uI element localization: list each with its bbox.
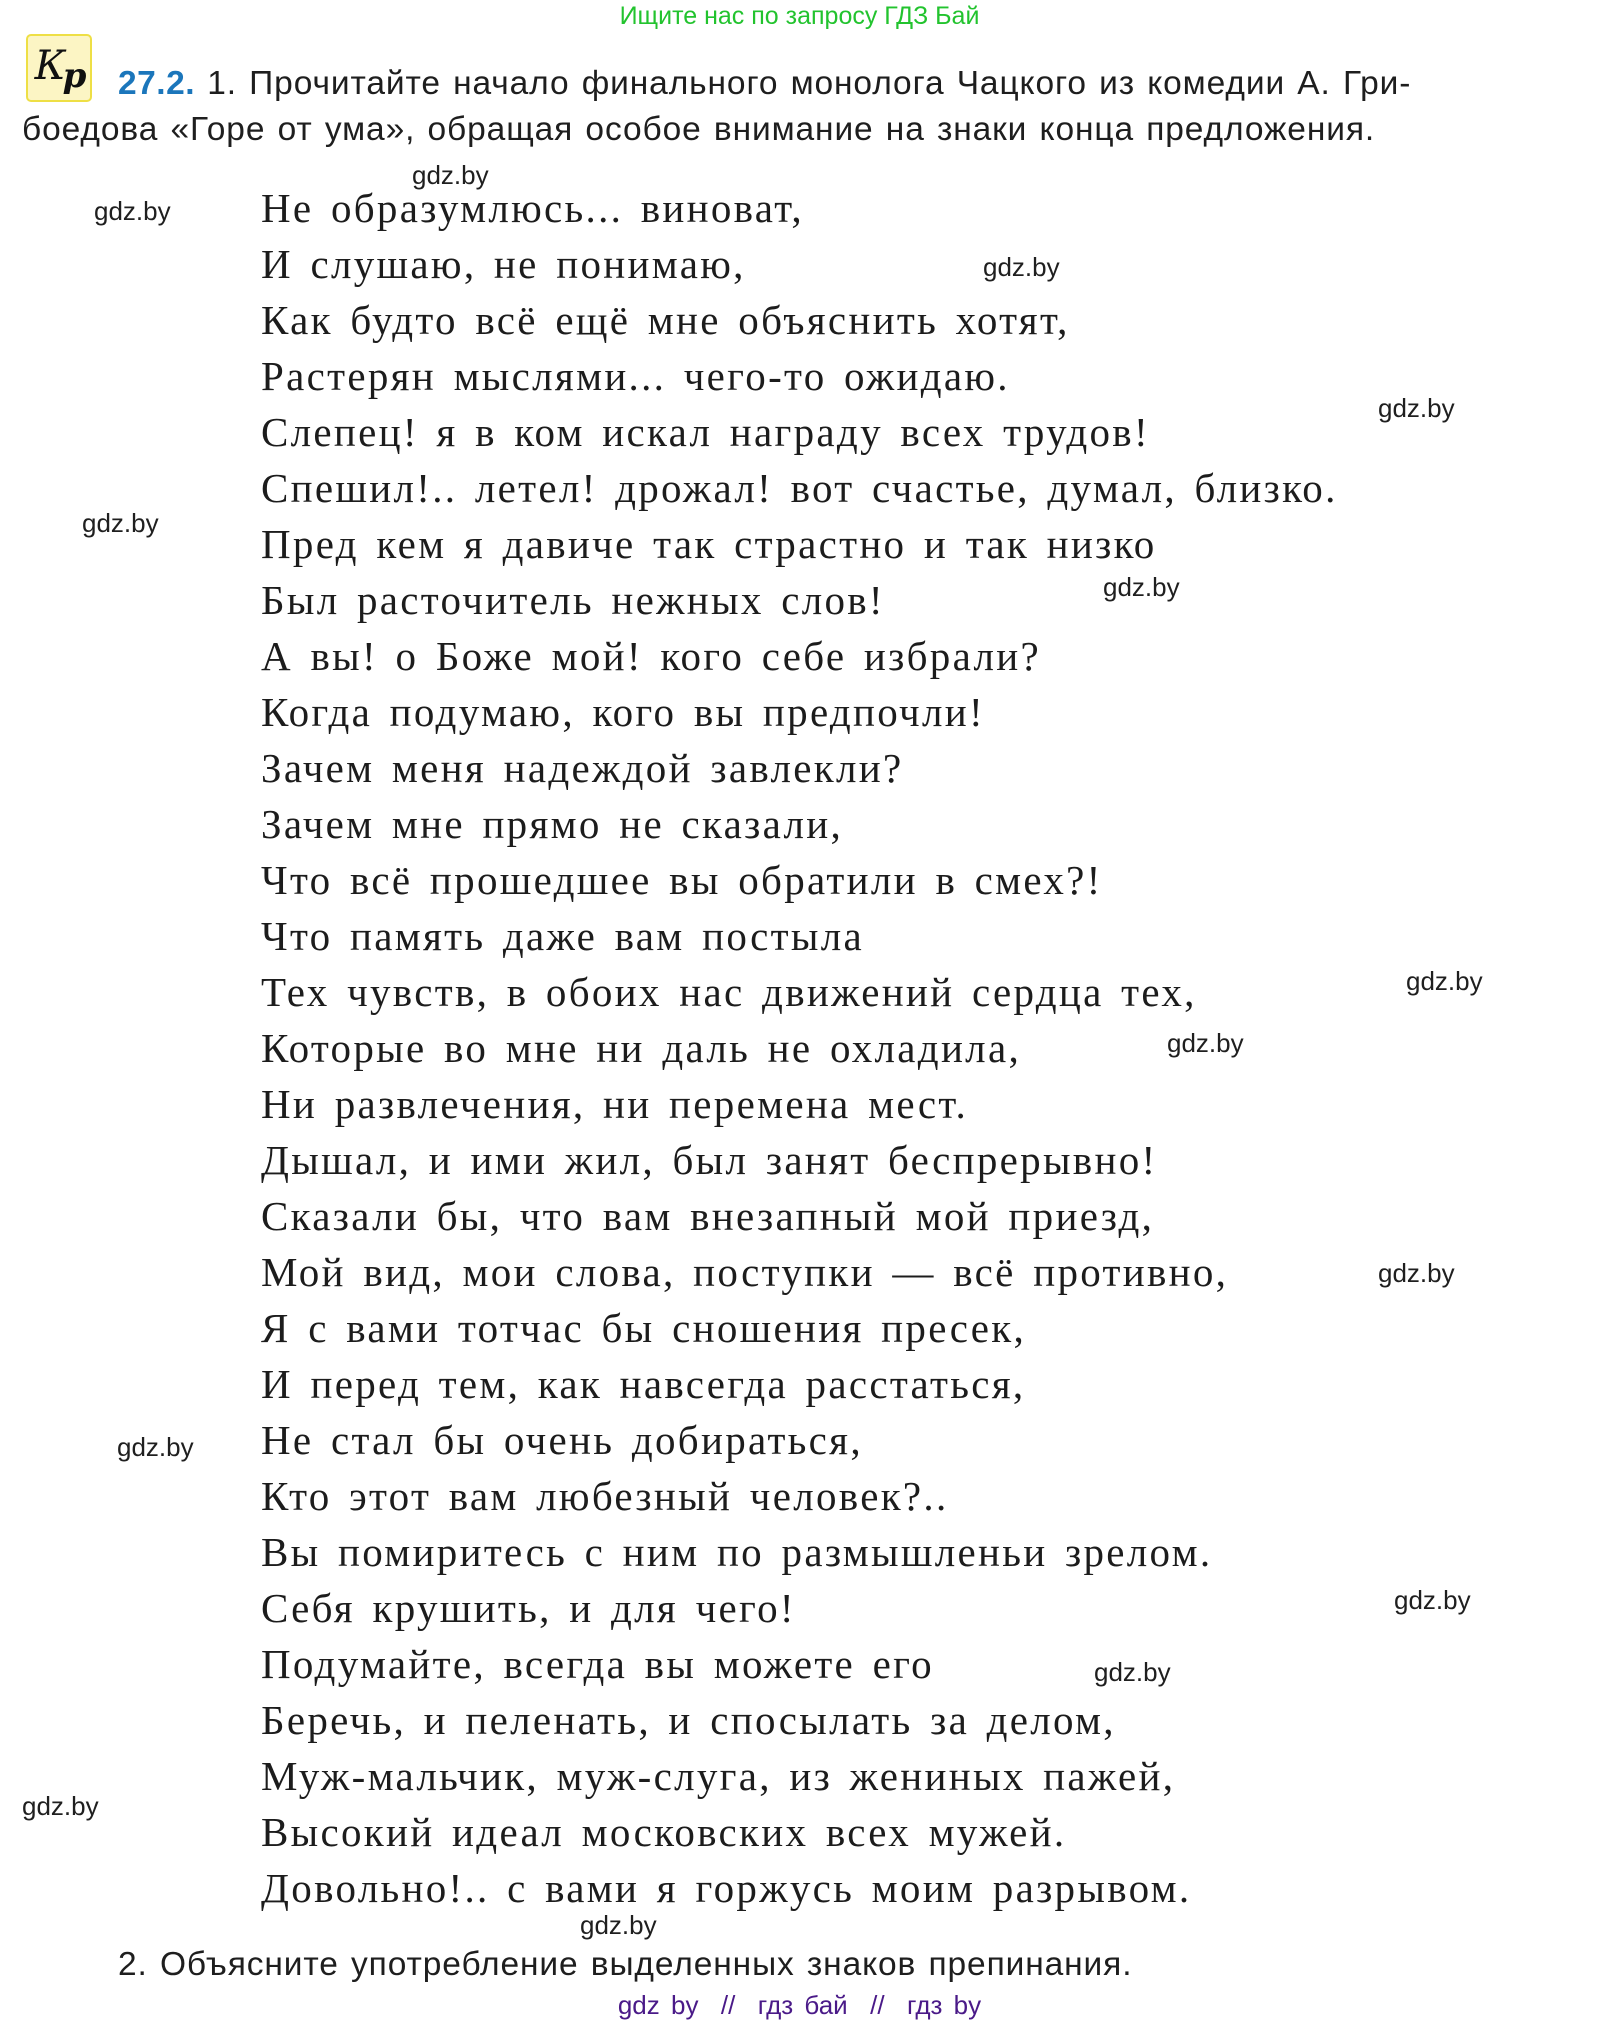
watermark: gdz.by [117, 1432, 194, 1462]
poem-line: Что память даже вам постыла [261, 913, 864, 959]
poem-line: Не стал бы очень добираться, [261, 1417, 863, 1463]
poem-line: Мой вид, мои слова, поступки — всё противно, [261, 1249, 1229, 1295]
poem-line: Беречь, и пеленать, и спосылать за делом, [261, 1697, 1116, 1743]
poem-line: Довольно!.. с вами я горжусь моим разрывом. [261, 1865, 1192, 1911]
poem-line: Тех чувств, в обоих нас движений сердца тех, [261, 969, 1197, 1015]
task-part2: 2. Объясните употребление выделенных знаков препинания. [118, 1946, 1133, 1983]
watermark: gdz.by [22, 1791, 99, 1821]
poem-line: Подумайте, всегда вы можете его [261, 1641, 934, 1687]
poem-line: Как будто всё ещё мне объяснить хотят, [261, 297, 1070, 343]
watermark: gdz.by [1378, 1258, 1455, 1288]
poem-line: Зачем меня надеждой завлекли? [261, 745, 904, 791]
poem-line: Спешил!.. летел! дрожал! вот счастье, думал, близко. [261, 465, 1338, 511]
poem-line: Ни развлечения, ни перемена мест. [261, 1081, 969, 1127]
task-heading-line-1 [118, 61, 1411, 107]
task-number: 27.2. [118, 65, 196, 102]
poem-line: Растерян мыслями... чего-то ожидаю. [261, 353, 1010, 399]
poem-line: Сказали бы, что вам внезапный мой приезд, [261, 1193, 1155, 1239]
watermark: gdz.by [1167, 1028, 1244, 1058]
watermark: gdz.by [580, 1910, 657, 1940]
poem-line: И перед тем, как навсегда расстаться, [261, 1361, 1026, 1407]
kr-icon [26, 34, 92, 102]
watermark: gdz.by [1378, 393, 1455, 423]
poem-line: Которые во мне ни даль не охладила, [261, 1025, 1021, 1071]
watermark: gdz.by [1406, 966, 1483, 996]
poem-line: А вы! о Боже мой! кого себе избрали? [261, 633, 1041, 679]
footer-links [0, 1990, 1599, 2020]
poem-line: Высокий идеал московских всех мужей. [261, 1809, 1067, 1855]
kr-icon-letter-p: р [62, 56, 84, 96]
poem-line: Когда подумаю, кого вы предпочли! [261, 689, 985, 735]
watermark: gdz.by [1094, 1657, 1171, 1687]
watermark: gdz.by [82, 508, 159, 538]
task-part1-line1: 1. Прочитайте начало финального монолога Чацкого из комедии А. Гри- [207, 65, 1412, 102]
poem-line: Был расточитель нежных слов! [261, 577, 885, 623]
poem-line: Не образумлюсь... виноват, [261, 185, 804, 231]
footer-text: gdz by // гдз бай // гдз by [617, 1990, 982, 2020]
watermark: gdz.by [94, 196, 171, 226]
poem-line: Вы помиритесь с ним по размышленьи зрелом. [261, 1529, 1213, 1575]
kr-icon-letter-k: К [34, 43, 63, 89]
poem-line: Пред кем я давиче так страстно и так низко [261, 521, 1157, 567]
poem-line: Кто этот вам любезный человек?.. [261, 1473, 949, 1519]
poem-line: Слепец! я в ком искал награду всех трудов! [261, 409, 1150, 455]
poem-line: Муж-мальчик, муж-слуга, из жениных пажей, [261, 1753, 1176, 1799]
poem-line: И слушаю, не понимаю, [261, 241, 746, 287]
poem-line: Я с вами тотчас бы сношения пресек, [261, 1305, 1026, 1351]
watermark: gdz.by [1103, 572, 1180, 602]
poem-line: Дышал, и ими жил, был занят беспрерывно! [261, 1137, 1158, 1183]
search-banner: Ищите нас по запросу ГДЗ Бай [619, 2, 980, 30]
task-part1-line2: боедова «Горе от ума», обращая особое внимание на знаки конца предложения. [22, 111, 1376, 148]
watermark: gdz.by [1394, 1585, 1471, 1615]
poem-line: Что всё прошедшее вы обратили в смех?! [261, 857, 1103, 903]
poem-line: Зачем мне прямо не сказали, [261, 801, 844, 847]
poem-line: Себя крушить, и для чего! [261, 1585, 796, 1631]
watermark: gdz.by [983, 252, 1060, 282]
watermark: gdz.by [412, 160, 489, 190]
